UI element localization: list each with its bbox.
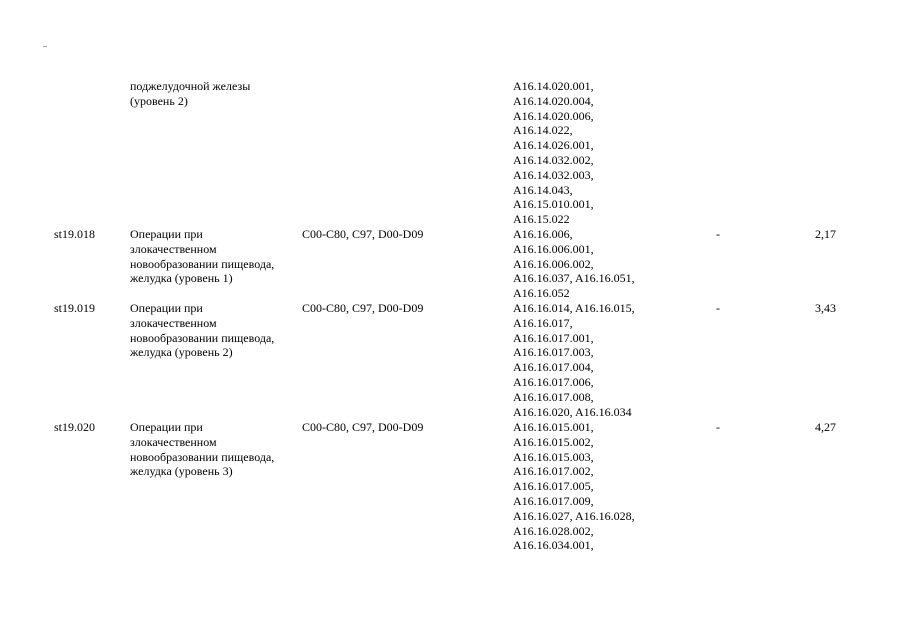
row-name xyxy=(130,227,274,286)
row-services xyxy=(513,79,594,227)
service-line: A16.16.015.001, xyxy=(513,420,594,434)
row-name xyxy=(130,420,274,479)
row-name xyxy=(130,79,250,109)
name-line: Операции при xyxy=(130,420,203,434)
name-line: новообразовании пищевода, xyxy=(130,256,275,271)
service-line: A16.16.017.009, xyxy=(513,493,594,508)
row-code: st19.019 xyxy=(54,301,96,315)
service-line: A16.16.017.001, xyxy=(513,330,594,345)
row-extra-criteria: - xyxy=(716,227,720,241)
service-line: A16.14.043, xyxy=(513,182,573,197)
name-line: желудка (уровень 2) xyxy=(130,345,233,360)
row-coefficient: 4,27 xyxy=(815,420,836,434)
service-line: A16.16.020, A16.16.034 xyxy=(513,404,632,419)
row-coefficient: 2,17 xyxy=(815,227,836,241)
service-line: A16.16.052 xyxy=(513,286,570,301)
name-line: злокачественном xyxy=(130,434,217,449)
service-line: A16.16.028.002, xyxy=(513,523,594,538)
row-code: st19.020 xyxy=(54,420,96,434)
row-extra-criteria: - xyxy=(716,420,720,434)
name-line: (уровень 2) xyxy=(130,93,188,108)
service-line: A16.16.006.001, xyxy=(513,241,594,256)
name-line: желудка (уровень 1) xyxy=(130,271,233,286)
service-line: A16.16.017, xyxy=(513,315,573,330)
service-line: A16.15.022 xyxy=(513,212,570,227)
name-line: желудка (уровень 3) xyxy=(130,464,233,479)
row-extra-criteria: - xyxy=(716,301,720,315)
service-line: A16.16.017.008, xyxy=(513,389,594,404)
service-line: A16.16.017.004, xyxy=(513,360,594,375)
service-line: A16.14.020.001, xyxy=(513,79,594,93)
row-diagnosis: C00-C80, C97, D00-D09 xyxy=(302,301,424,315)
service-line: A16.16.014, A16.16.015, xyxy=(513,301,635,315)
row-diagnosis: C00-C80, C97, D00-D09 xyxy=(302,420,424,434)
service-line: A16.16.017.006, xyxy=(513,374,594,389)
name-line: Операции при xyxy=(130,227,203,241)
name-line: злокачественном xyxy=(130,315,217,330)
service-line: A16.16.017.002, xyxy=(513,464,594,479)
service-line: A16.16.015.003, xyxy=(513,449,594,464)
service-line: A16.14.022, xyxy=(513,123,573,138)
service-line: A16.16.006, xyxy=(513,227,573,241)
row-services xyxy=(513,301,635,419)
row-diagnosis: C00-C80, C97, D00-D09 xyxy=(302,227,424,241)
service-line: A16.14.032.003, xyxy=(513,167,594,182)
service-line: A16.16.037, A16.16.051, xyxy=(513,271,635,286)
service-line: A16.15.010.001, xyxy=(513,197,594,212)
service-line: A16.16.017.005, xyxy=(513,479,594,494)
name-line: Операции при xyxy=(130,301,203,315)
service-line: A16.16.006.002, xyxy=(513,256,594,271)
service-line: A16.16.015.002, xyxy=(513,434,594,449)
row-code: st19.018 xyxy=(54,227,96,241)
page-marker: .. xyxy=(43,40,47,49)
name-line: новообразовании пищевода, xyxy=(130,449,275,464)
row-services xyxy=(513,227,635,301)
service-line: A16.16.017.003, xyxy=(513,345,594,360)
row-services xyxy=(513,420,635,553)
service-line: A16.14.020.006, xyxy=(513,108,594,123)
service-line: A16.14.026.001, xyxy=(513,138,594,153)
row-name xyxy=(130,301,274,360)
name-line: поджелудочной железы xyxy=(130,79,251,93)
service-line: A16.14.020.004, xyxy=(513,93,594,108)
service-line: A16.16.027, A16.16.028, xyxy=(513,508,635,523)
service-line: A16.14.032.002, xyxy=(513,152,594,167)
service-line: A16.16.034.001, xyxy=(513,538,594,553)
name-line: злокачественном xyxy=(130,241,217,256)
name-line: новообразовании пищевода, xyxy=(130,330,275,345)
row-coefficient: 3,43 xyxy=(815,301,836,315)
